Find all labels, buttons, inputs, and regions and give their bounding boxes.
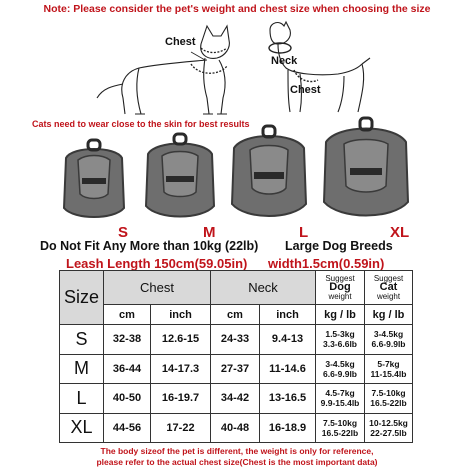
harness-image-l [226,124,312,224]
row-dog-weight-kg: 4.5-7kg [325,388,355,399]
row-cat-weight [365,325,413,355]
subheader-chest-inch: inch [151,305,211,325]
row-cat-weight [365,384,413,414]
cat-measurement-diagram [95,14,260,119]
header-cat-weight-word: weight [376,292,401,301]
row-size: S [60,325,104,355]
row-chest-inch: 17-22 [151,413,211,443]
cat-chest-label: Chest [165,36,196,48]
row-neck-cm: 34-42 [211,384,260,414]
dog-chest-label: Chest [290,84,321,96]
cat-fit-note: Cats need to wear close to the skin for best results [32,119,250,129]
row-cat-weight-kg: 5-7kg [377,358,400,369]
bottom-note-line1: The body sizeof the pet is different, the weight is only for reference, [100,446,374,456]
row-cat-weight [365,354,413,384]
leash-length-label: Leash Length 150cm(59.05in) [66,256,248,271]
row-dog-weight-kg: 3-4.5kg [325,358,355,369]
size-chart-table [59,270,413,443]
size-tag-xl: XL [390,224,410,241]
header-size: Size [60,271,104,325]
row-neck-cm: 24-33 [211,325,260,355]
dog-measurement-diagram [258,18,378,118]
subheader-neck-inch: inch [260,305,316,325]
row-neck-inch: 16-18.9 [260,413,316,443]
breeds-note: Large Dog Breeds [285,239,393,253]
row-cat-weight-kg: 10-12.5kg [369,417,408,428]
row-dog-weight-lb: 3.3-6.6lb [322,339,358,350]
harness-image-s [58,138,130,224]
table-row [60,413,413,443]
row-dog-weight-lb: 16.5-22lb [321,427,359,438]
row-dog-weight [316,325,365,355]
header-cat-suggest: Suggest [373,274,404,283]
row-chest-inch: 16-19.7 [151,384,211,414]
row-chest-cm: 44-56 [104,413,151,443]
row-chest-cm: 40-50 [104,384,151,414]
row-chest-cm: 32-38 [104,325,151,355]
header-chest: Chest [104,271,211,305]
header-cat: Cat [379,281,398,293]
row-dog-weight [316,354,365,384]
size-tag-l: L [299,224,309,241]
row-size: L [60,384,104,414]
row-size: M [60,354,104,384]
header-dog-suggest: Suggest [325,274,355,283]
row-neck-cm: 27-37 [211,354,260,384]
harness-image-m [140,132,220,224]
header-neck: Neck [211,271,316,305]
top-note: Note: Please consider the pet's weight and chest size when choosing the size [43,3,431,15]
row-cat-weight-kg: 3-4.5kg [373,329,404,340]
row-dog-weight-kg: 1.5-3kg [325,329,355,340]
header-cat-weight [365,271,413,305]
size-tag-m: M [203,224,216,241]
header-dog-weight [316,271,365,305]
harness-image-xl [318,116,414,224]
row-cat-weight [365,413,413,443]
row-chest-cm: 36-44 [104,354,151,384]
table-row [60,325,413,355]
row-cat-weight-lb: 6.6-9.9lb [371,339,406,350]
strap-width-label: width1.5cm(0.59in) [268,256,385,271]
dog-neck-label: Neck [271,55,298,67]
table-row [60,354,413,384]
row-cat-weight-lb: 16.5-22lb [370,398,407,409]
row-dog-weight [316,384,365,414]
row-dog-weight-kg: 7.5-10kg [322,417,358,428]
table-row [60,384,413,414]
row-dog-weight [316,413,365,443]
bottom-note-line2: please refer to the actual chest size(Chest is the most important data) [96,457,378,467]
subheader-chest-cm: cm [104,305,151,325]
row-neck-inch: 11-14.6 [260,354,316,384]
fit-note: Do Not Fit Any More than 10kg (22lb) [40,239,259,253]
row-chest-inch: 14-17.3 [151,354,211,384]
row-neck-inch: 13-16.5 [260,384,316,414]
subheader-cat-unit: kg / lb [365,305,413,325]
row-chest-inch: 12.6-15 [151,325,211,355]
row-cat-weight-kg: 7.5-10kg [371,388,406,399]
header-dog-weight-word: weight [328,292,352,301]
header-dog: Dog [329,281,351,293]
row-cat-weight-lb: 22-27.5lb [370,427,407,438]
subheader-neck-cm: cm [211,305,260,325]
row-size: XL [60,413,104,443]
row-dog-weight-lb: 9.9-15.4lb [320,398,360,409]
row-dog-weight-lb: 6.6-9.9lb [322,368,358,379]
size-tag-s: S [118,224,129,241]
bottom-note [0,446,474,468]
row-neck-cm: 40-48 [211,413,260,443]
subheader-dog-unit: kg / lb [316,305,365,325]
row-cat-weight-lb: 11-15.4lb [370,368,407,379]
row-neck-inch: 9.4-13 [260,325,316,355]
